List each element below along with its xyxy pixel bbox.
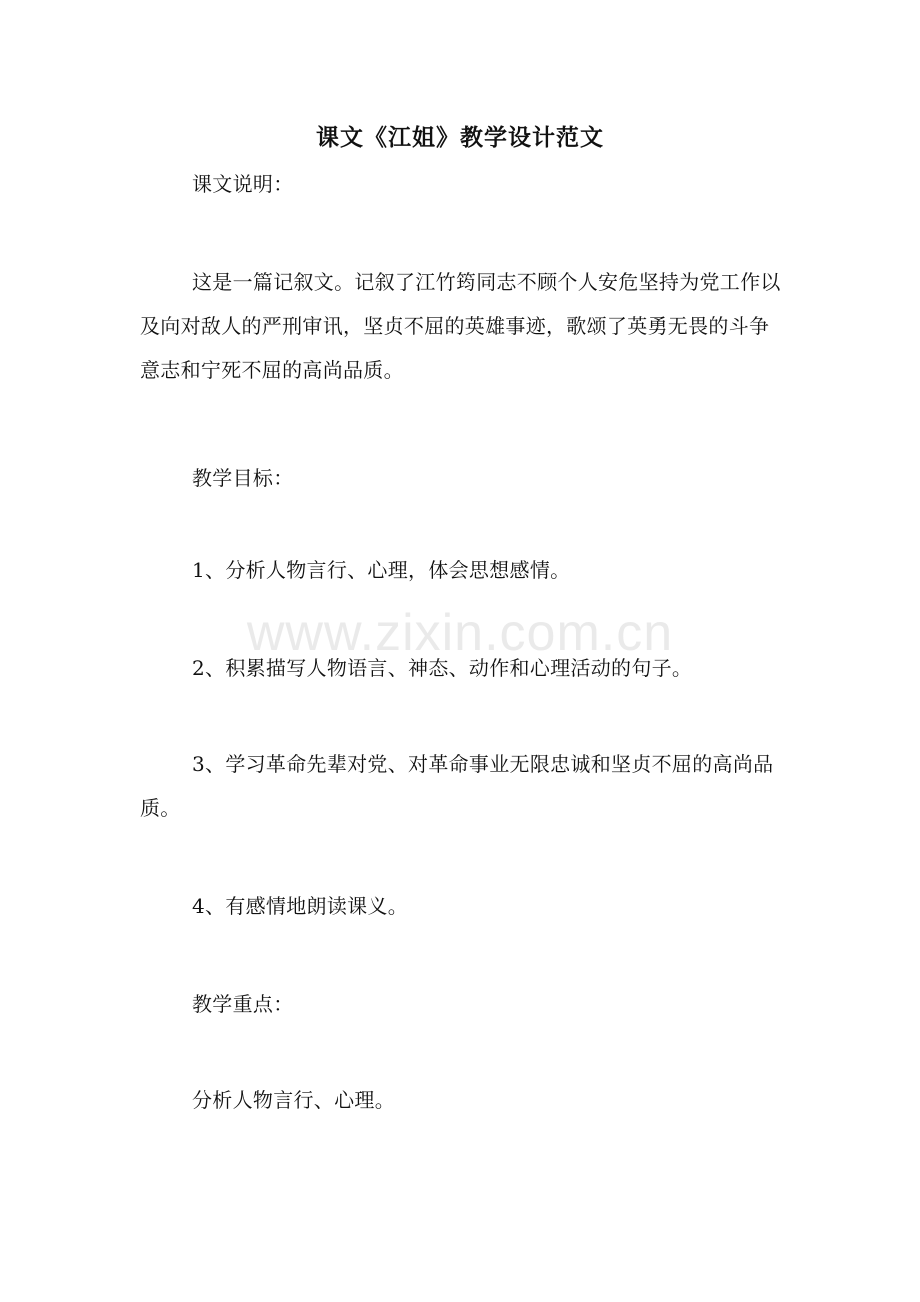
section-heading-lesson-description: 课文说明： xyxy=(192,172,294,196)
section-heading-teaching-goals: 教学目标： xyxy=(192,466,294,490)
paragraph-lesson-description: 这是一篇记叙文。记叙了江竹筠同志不顾个人安危坚持为党工作以及向对敌人的严刑审讯，坚贞不屈的英雄事迹，歌颂了英勇无畏的斗争意志和宁死不屈的高尚品质。 xyxy=(140,270,781,382)
paragraph-teaching-focus: 分析人物言行、心理。 xyxy=(192,1088,395,1112)
section-heading-teaching-focus: 教学重点： xyxy=(192,992,294,1016)
goal-item-2: 2、积累描写人物语言、神态、动作和心理活动的句子。 xyxy=(192,656,693,680)
goal-item-3: 3、学习革命先辈对党、对革命事业无限忠诚和坚贞不屈的高尚品质。 xyxy=(140,752,774,820)
document-title: 课文《江姐》教学设计范文 xyxy=(316,124,604,151)
watermark: www.zixin.com.cn xyxy=(246,604,674,662)
goal-item-4: 4、有感情地朗读课义。 xyxy=(192,894,409,918)
goal-item-1: 1、分析人物言行、心理，体会思想感情。 xyxy=(192,558,571,582)
